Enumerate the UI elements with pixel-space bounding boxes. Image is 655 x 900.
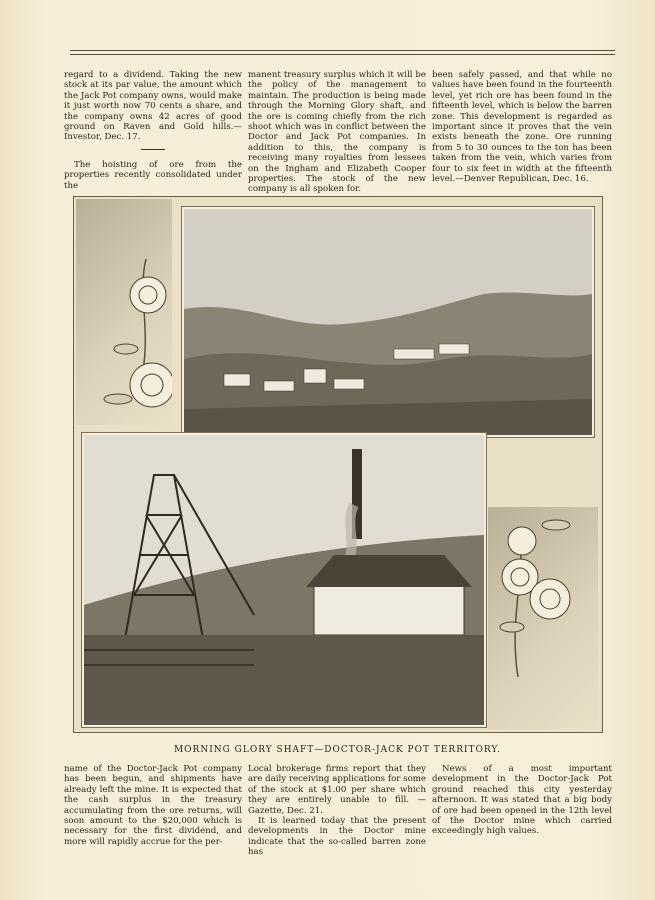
paragraph: regard to a dividend. Taking the new stock at its par value, the amount which the Jack Pot company owns, would make it just worth now 70 cents a share, and the company owns 42 acres of good ground on Raven and Gold hills.—Investor, Dec. 17. — [64, 70, 242, 143]
top-column-1 — [64, 70, 242, 191]
paragraph: The hoisting of ore from the properties recently consolidated under the — [64, 159, 242, 191]
morning-glory-shaft-photo — [82, 433, 486, 727]
landscape-image — [184, 209, 592, 435]
paragraph: News of a most important development in the Doctor-Jack Pot ground reached this city yesterday afternoon. It was stated that a big body of ore had been opened in the 12th level of the Doctor mine which carried exceedingly high values. — [432, 764, 612, 837]
bottom-column-2 — [248, 764, 426, 858]
rose-ornament-top — [76, 199, 172, 425]
photo-caption: MORNING GLORY SHAFT—DOCTOR-JACK POT TERRITORY. — [173, 745, 502, 755]
paragraph: Local brokerage firms report that they are daily receiving applications for some of the stock at $1.00 per share which they are entirely unable to fill. —Gazette, Dec. 21. — [248, 764, 426, 816]
rose-icon — [488, 507, 598, 729]
paragraph: It is learned today that the present developments in the Doctor mine indicate that the so-called barren zone has — [248, 816, 426, 858]
header-rule-top — [70, 50, 615, 51]
bottom-column-1 — [64, 764, 242, 847]
rose-ornament-bottom — [488, 507, 598, 729]
paragraph: name of the Doctor-Jack Pot company has been begun, and shipments have already left the mine. It is expected that the cash surplus in the treasury accumulating from the ore returns, will soon amount to the $20,000 which is necessary for the first dividend, and more will rapidly accrue for the per- — [64, 764, 242, 847]
top-column-3 — [432, 70, 612, 184]
photo-collage — [73, 196, 603, 733]
paragraph: been safely passed, and that while no values have been found in the fourteenth level, yet rich ore has been found in the fifteenth level, which is below the barren zone. This development is regarded as important since it proves that the vein exists beneath the zone. Ore running from 5 to 30 ounces to the ton has been taken from the vein, which varies from four to six feet in width at the fifteenth level.—Denver Republican, Dec. 16. — [432, 70, 612, 185]
hillside-mine-photo — [182, 207, 594, 437]
bottom-column-3 — [432, 764, 612, 837]
top-column-2 — [248, 70, 426, 195]
paragraph: manent treasury surplus which it will be the policy of the management to maintain. The production is being made through the Morning Glory shaft, and the ore is coming chiefly from the rich shoot which was in conflict between the Doctor and Jack Pot companies. In addition to this, the company is receiving many royalties from lessees on the Ingham and Elizabeth Cooper properties. The stock of the new company is all spoken for. — [248, 70, 426, 195]
shaft-image — [84, 435, 484, 725]
column-divider — [141, 149, 165, 150]
rose-icon — [76, 199, 172, 425]
header-rule-bottom — [70, 54, 615, 55]
